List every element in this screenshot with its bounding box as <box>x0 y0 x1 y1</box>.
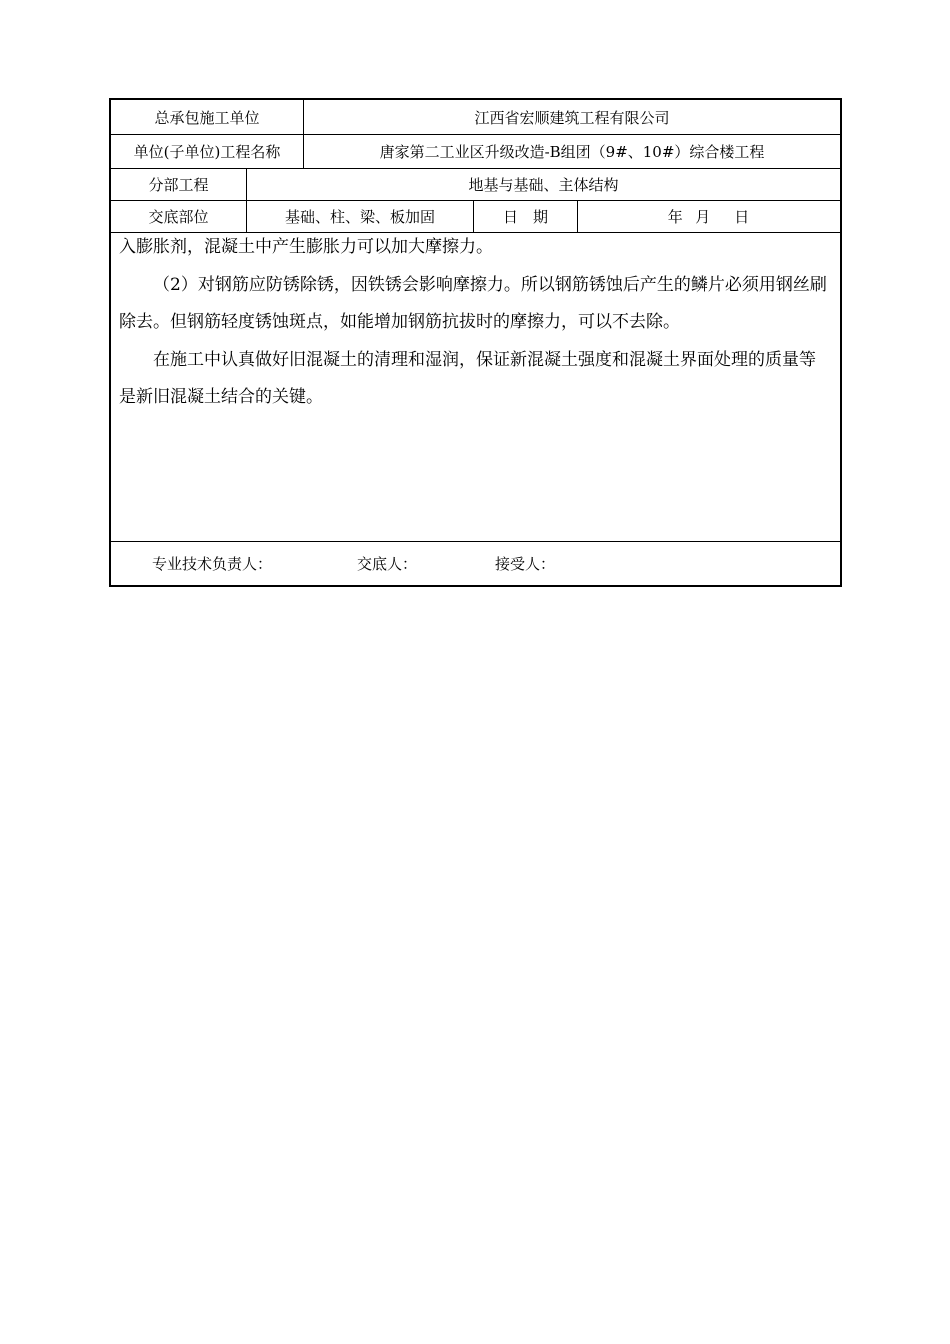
location-row <box>111 201 840 233</box>
content-paragraph: 在施工中认真做好旧混凝土的清理和湿润，保证新混凝土强度和混凝土界面处理的质量等是新旧混凝土结合的关键。 <box>119 349 816 408</box>
location-label: 交底部位 <box>148 208 209 226</box>
location-value: 基础、柱、梁、板加固 <box>246 201 473 232</box>
contractor-row <box>111 100 840 135</box>
disclosure-form <box>109 98 842 587</box>
tech-lead-label: 专业技术负责人： <box>152 555 273 573</box>
content-paragraph: 入膨胀剂，混凝土中产生膨胀力可以加大摩擦力。 <box>119 237 493 257</box>
contractor-label: 总承包施工单位 <box>154 108 260 127</box>
presenter-label: 交底人： <box>357 555 418 573</box>
division-label: 分部工程 <box>148 176 209 194</box>
division-value: 地基与基础、主体结构 <box>246 169 840 200</box>
receiver-label: 接受人： <box>495 555 556 573</box>
signature-row <box>111 542 840 585</box>
date-label: 日 期 <box>473 201 577 232</box>
project-value: 唐家第二工业区升级改造-B组团（9#、10#）综合楼工程 <box>303 135 840 168</box>
disclosure-content <box>111 233 840 542</box>
division-row <box>111 169 840 201</box>
project-row <box>111 135 840 169</box>
content-paragraph: （2）对钢筋应防锈除锈，因铁锈会影响摩擦力。所以钢筋锈蚀后产生的鳞片必须用钢丝刷除去。但钢筋轻度锈蚀斑点，如能增加钢筋抗拔时的摩擦力，可以不去除。 <box>119 274 827 333</box>
date-value: 年 月 日 <box>577 201 840 232</box>
contractor-value: 江西省宏顺建筑工程有限公司 <box>303 100 840 134</box>
project-label: 单位(子单位)工程名称 <box>133 143 281 161</box>
